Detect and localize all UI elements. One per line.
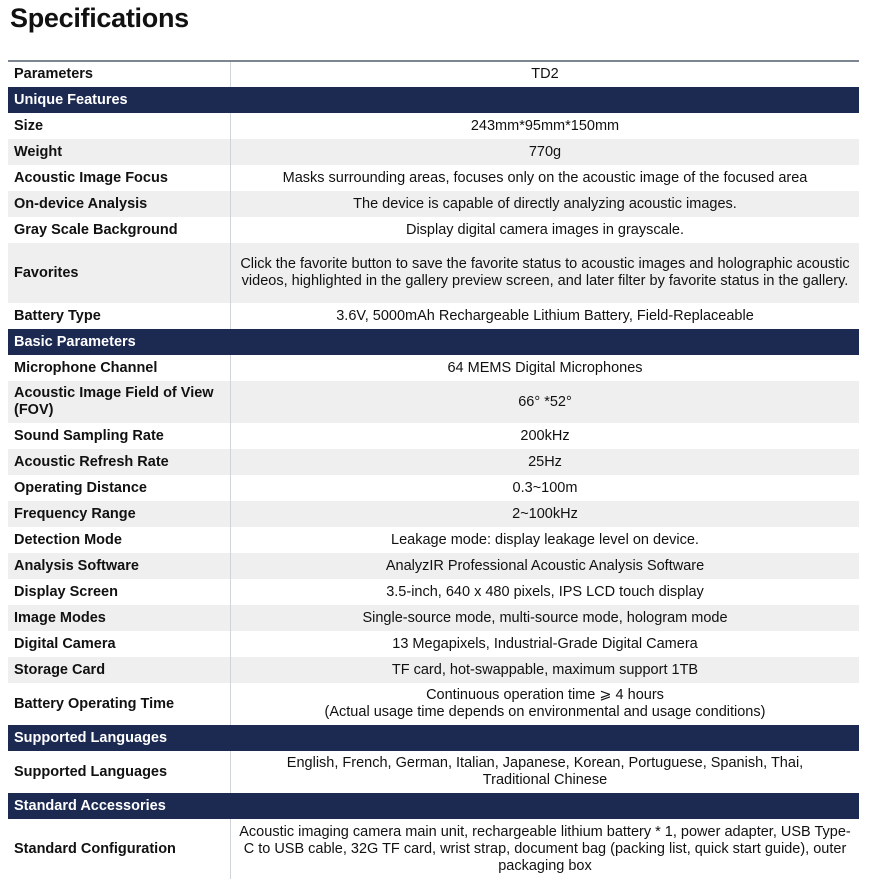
table-row bbox=[8, 303, 859, 329]
table-row bbox=[8, 683, 859, 725]
section-title: Basic Parameters bbox=[8, 329, 859, 355]
row-label: Battery Operating Time bbox=[8, 683, 231, 725]
row-value: 243mm*95mm*150mm bbox=[231, 113, 860, 139]
row-value: TF card, hot-swappable, maximum support 1TB bbox=[231, 657, 860, 683]
page-title: Specifications bbox=[10, 3, 189, 33]
row-label: Battery Type bbox=[8, 303, 231, 329]
table-row bbox=[8, 501, 859, 527]
row-label: Standard Configuration bbox=[8, 819, 231, 879]
row-label: Supported Languages bbox=[8, 751, 231, 793]
table-row bbox=[8, 605, 859, 631]
row-label: Frequency Range bbox=[8, 501, 231, 527]
row-label: On-device Analysis bbox=[8, 191, 231, 217]
row-label: Microphone Channel bbox=[8, 355, 231, 381]
row-value: 2~100kHz bbox=[231, 501, 860, 527]
row-label: Storage Card bbox=[8, 657, 231, 683]
row-value: Masks surrounding areas, focuses only on the acoustic image of the focused area bbox=[231, 165, 860, 191]
table-row bbox=[8, 475, 859, 501]
table-row bbox=[8, 113, 859, 139]
row-label: Digital Camera bbox=[8, 631, 231, 657]
table-row bbox=[8, 381, 859, 423]
section-header-standard-accessories bbox=[8, 793, 859, 819]
row-value: 200kHz bbox=[231, 423, 860, 449]
table-row bbox=[8, 165, 859, 191]
section-title: Unique Features bbox=[8, 87, 859, 113]
table-row bbox=[8, 355, 859, 381]
table-row bbox=[8, 819, 859, 879]
table-row bbox=[8, 631, 859, 657]
row-value: Display digital camera images in grayscale. bbox=[231, 217, 860, 243]
table-row bbox=[8, 527, 859, 553]
section-title: Supported Languages bbox=[8, 725, 859, 751]
row-value: 13 Megapixels, Industrial-Grade Digital Camera bbox=[231, 631, 860, 657]
table-row bbox=[8, 191, 859, 217]
row-value: Click the favorite button to save the favorite status to acoustic images and holographic acoustic videos, highlighted in the gallery preview screen, and later filter by favorite status in the gallery. bbox=[231, 243, 860, 303]
row-value: 3.6V, 5000mAh Rechargeable Lithium Battery, Field-Replaceable bbox=[231, 303, 860, 329]
section-title: Standard Accessories bbox=[8, 793, 859, 819]
table-row bbox=[8, 579, 859, 605]
row-value: 0.3~100m bbox=[231, 475, 860, 501]
row-label: Favorites bbox=[8, 243, 231, 303]
row-label: Gray Scale Background bbox=[8, 217, 231, 243]
section-header-supported-languages bbox=[8, 725, 859, 751]
row-value: 770g bbox=[231, 139, 860, 165]
row-value: The device is capable of directly analyzing acoustic images. bbox=[231, 191, 860, 217]
section-header-basic-parameters bbox=[8, 329, 859, 355]
table-row bbox=[8, 657, 859, 683]
table-row bbox=[8, 423, 859, 449]
row-value: 3.5-inch, 640 x 480 pixels, IPS LCD touch display bbox=[231, 579, 860, 605]
header-value: TD2 bbox=[231, 61, 860, 87]
table-row bbox=[8, 553, 859, 579]
table-row bbox=[8, 449, 859, 475]
row-label: Weight bbox=[8, 139, 231, 165]
row-label: Operating Distance bbox=[8, 475, 231, 501]
row-label: Analysis Software bbox=[8, 553, 231, 579]
row-label: Sound Sampling Rate bbox=[8, 423, 231, 449]
row-value: Single-source mode, multi-source mode, hologram mode bbox=[231, 605, 860, 631]
table-header-row bbox=[8, 61, 859, 87]
row-value: English, French, German, Italian, Japanese, Korean, Portuguese, Spanish, Thai, Traditional Chinese bbox=[231, 751, 860, 793]
row-label: Detection Mode bbox=[8, 527, 231, 553]
row-label: Acoustic Image Field of View (FOV) bbox=[8, 381, 231, 423]
header-label: Parameters bbox=[8, 61, 231, 87]
row-value: 25Hz bbox=[231, 449, 860, 475]
row-label: Size bbox=[8, 113, 231, 139]
row-label: Acoustic Refresh Rate bbox=[8, 449, 231, 475]
row-value: 64 MEMS Digital Microphones bbox=[231, 355, 860, 381]
table-row bbox=[8, 243, 859, 303]
row-label: Display Screen bbox=[8, 579, 231, 605]
table-row bbox=[8, 139, 859, 165]
table-row bbox=[8, 751, 859, 793]
row-value: Leakage mode: display leakage level on device. bbox=[231, 527, 860, 553]
section-header-unique-features bbox=[8, 87, 859, 113]
row-value: Continuous operation time ⩾ 4 hours (Actual usage time depends on environmental and usage conditions) bbox=[231, 683, 860, 725]
specifications-table bbox=[8, 60, 859, 879]
row-label: Acoustic Image Focus bbox=[8, 165, 231, 191]
table-row bbox=[8, 217, 859, 243]
row-value: AnalyzIR Professional Acoustic Analysis Software bbox=[231, 553, 860, 579]
row-value: Acoustic imaging camera main unit, rechargeable lithium battery * 1, power adapter, USB Type-C to USB cable, 32G TF card, wrist strap, document bag (packing list, quick start guide), outer packaging box bbox=[231, 819, 860, 879]
row-label: Image Modes bbox=[8, 605, 231, 631]
row-value: 66° *52° bbox=[231, 381, 860, 423]
